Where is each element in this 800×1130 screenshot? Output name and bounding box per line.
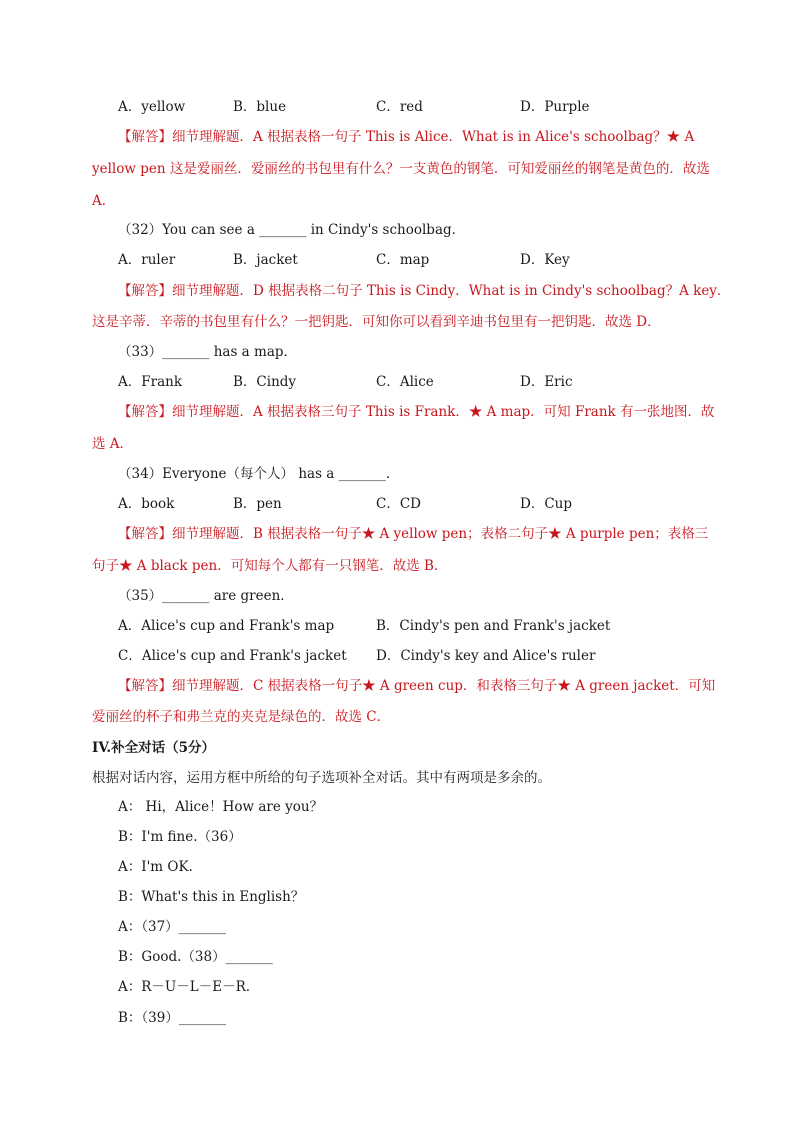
option-c: C．Alice's cup and Frank's jacket: [118, 648, 347, 664]
option-b: B．pen: [233, 496, 282, 512]
option-d: D．Eric: [520, 374, 573, 390]
option-c: C．CD: [376, 496, 421, 512]
q34-answer-line-2: 句子★ A black pen．可知每个人都有一只钢笔．故选 B．: [92, 558, 448, 574]
option-a: A．Frank: [118, 374, 182, 390]
section-instruction: 根据对话内容，运用方框中所给的句子选项补全对话。其中有两项是多余的。: [92, 770, 551, 786]
q33-answer-line-1: 【解答】细节理解题．A 根据表格三句子 This is Frank．★ A map．可知 Frank 有一张地图．故: [118, 404, 715, 420]
dialogue-line: B：Good.（38）_______: [118, 949, 273, 965]
q31-answer-line-1: 【解答】细节理解题．A 根据表格一句子 This is Alice．What is in Alice's schoolbag？★ A: [118, 129, 695, 145]
option-d: D．Cindy's key and Alice's ruler: [376, 648, 596, 664]
q34-answer-line-1: 【解答】细节理解题．B 根据表格一句子★ A yellow pen；表格二句子★ A purple pen；表格三: [118, 526, 709, 542]
q33-answer-line-2: 选 A．: [92, 436, 134, 452]
option-d: D．Purple: [520, 99, 590, 115]
option-a: A．yellow: [118, 99, 186, 115]
q32-stem: （32）You can see a _______ in Cindy's schoolbag．: [118, 222, 466, 238]
dialogue-line: B：（39）_______: [118, 1010, 227, 1026]
option-d: D．Cup: [520, 496, 572, 512]
option-c: C．map: [376, 252, 430, 268]
option-a: A．Alice's cup and Frank's map: [118, 618, 335, 634]
dialogue-line: A： Hi，Alice！How are you？: [118, 799, 324, 815]
option-b: B．jacket: [233, 252, 298, 268]
q33-stem: （33）_______ has a map．: [118, 344, 298, 360]
dialogue-line: B：I'm fine.（36）: [118, 829, 242, 845]
section-title: IV.补全对话（5分）: [92, 740, 216, 756]
option-c: C．Alice: [376, 374, 434, 390]
option-a: A．ruler: [118, 252, 176, 268]
q31-answer-line-2: yellow pen 这是爱丽丝．爱丽丝的书包里有什么？一支黄色的钢笔．可知爱丽丝的钢笔是黄色的．故选: [92, 161, 710, 177]
option-b: B．Cindy's pen and Frank's jacket: [376, 618, 611, 634]
q35-stem: （35）_______ are green．: [118, 588, 294, 604]
option-c: C．red: [376, 99, 423, 115]
dialogue-line: A：R－U－L－E－R.: [118, 979, 251, 995]
q35-answer-line-1: 【解答】细节理解题．C 根据表格一句子★ A green cup．和表格三句子★ A green jacket．可知: [118, 678, 716, 694]
option-d: D．Key: [520, 252, 570, 268]
dialogue-line: A：（37）_______: [118, 919, 226, 935]
q31-answer-line-3: A．: [92, 193, 116, 209]
option-a: A．book: [118, 496, 175, 512]
q35-answer-line-2: 爱丽丝的杯子和弗兰克的夹克是绿色的．故选 C．: [92, 709, 391, 725]
q32-answer-line-1: 【解答】细节理解题．D 根据表格二句子 This is Cindy．What is in Cindy's schoolbag？A key．: [118, 283, 731, 299]
dialogue-line: B：What's this in English？: [118, 889, 305, 905]
option-b: B．Cindy: [233, 374, 297, 390]
q34-stem: （34）Everyone（每个人） has a _______．: [118, 466, 400, 482]
dialogue-line: A：I'm OK.: [118, 859, 193, 875]
q32-answer-line-2: 这是辛蒂．辛蒂的书包里有什么？一把钥匙．可知你可以看到辛迪书包里有一把钥匙．故选 D．: [92, 314, 661, 330]
option-b: B．blue: [233, 99, 287, 115]
